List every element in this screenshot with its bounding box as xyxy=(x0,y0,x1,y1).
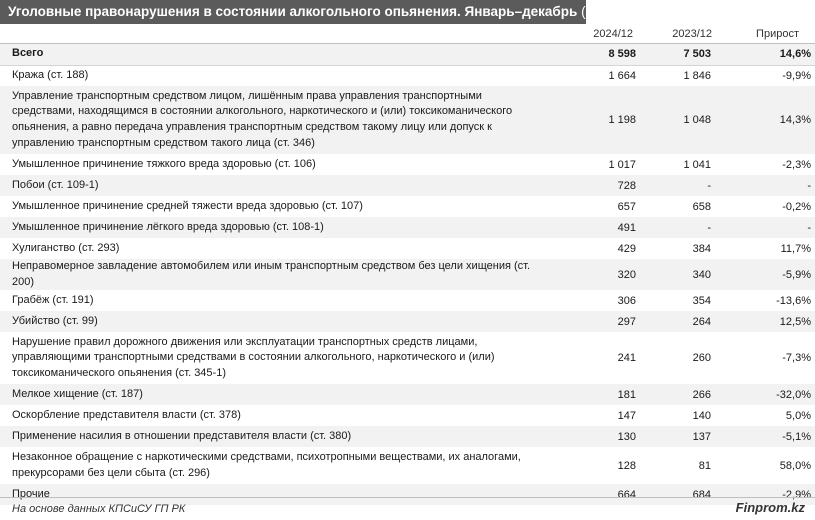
value-2024: 1 198 xyxy=(608,114,636,126)
table-row xyxy=(0,259,815,290)
value-growth: -5,9% xyxy=(782,268,811,281)
brand-logo: Finprom.kz xyxy=(735,500,805,515)
column-header-growth: Прирост xyxy=(756,28,799,40)
value-2023: - xyxy=(707,221,711,234)
table-row xyxy=(0,196,815,217)
value-growth: - xyxy=(807,179,811,192)
table-row xyxy=(0,175,815,196)
table-title xyxy=(0,0,609,24)
value-2024: 297 xyxy=(617,315,636,328)
value-growth: -5,1% xyxy=(782,430,811,443)
table-row xyxy=(0,426,815,447)
value-2024: 306 xyxy=(617,294,636,307)
row-name: Умышленное причинение средней тяжести вреда здоровью (ст. 107) xyxy=(12,199,363,212)
table-row xyxy=(0,238,815,259)
value-2024: 491 xyxy=(617,221,636,234)
value-growth: -2,9% xyxy=(782,488,811,501)
row-name: Прочие xyxy=(12,487,50,500)
value-2024: 128 xyxy=(617,459,636,472)
table-row xyxy=(0,332,815,384)
table-row xyxy=(0,290,815,311)
value-growth: 12,5% xyxy=(779,315,811,328)
title-unit: (ед.) xyxy=(581,4,609,19)
row-name: Мелкое хищение (ст. 187) xyxy=(12,387,143,400)
value-2023: 266 xyxy=(692,388,711,401)
table-row xyxy=(0,384,815,405)
value-2024: 181 xyxy=(617,388,636,401)
value-2024: 8 598 xyxy=(538,44,636,65)
value-2024: 1 664 xyxy=(608,69,636,82)
value-2023: 1 041 xyxy=(683,158,711,171)
footer-divider xyxy=(0,497,815,498)
row-name: Грабёж (ст. 191) xyxy=(12,293,94,306)
column-header-2023: 2023/12 xyxy=(672,28,712,40)
table-row xyxy=(0,86,815,154)
data-table xyxy=(0,44,815,505)
row-name: Нарушение правил дорожного движения или эксплуатации транспортных средств лицами, управляющими транспортными средствами в состоянии алкогольного, наркотического и (или) токсикоманического опьянения (ст. 345-1) xyxy=(12,335,495,379)
value-2023: 137 xyxy=(692,430,711,443)
value-2023: 140 xyxy=(692,409,711,422)
value-growth: -9,9% xyxy=(782,69,811,82)
value-2023: 7 503 xyxy=(636,44,711,65)
row-name: Кража (ст. 188) xyxy=(12,68,89,81)
table-row xyxy=(0,217,815,238)
value-2023: 260 xyxy=(692,352,711,365)
value-2024: 147 xyxy=(617,409,636,422)
value-2023: 1 048 xyxy=(683,114,711,126)
value-growth: 11,7% xyxy=(780,242,811,255)
value-2023: 264 xyxy=(692,315,711,328)
value-2023: 658 xyxy=(692,200,711,213)
value-growth: -7,3% xyxy=(782,352,811,365)
row-name: Управление транспортным средством лицом, лишённым права управления транспортными средствами, находящимся в состоянии алкогольного, наркотического и (или) токсикоманического опьянения, а равно передача управления транспортным средством такому лицу или допуск к управлению транспортным средством такого лица (ст. 346) xyxy=(12,89,513,149)
value-2023: 354 xyxy=(692,294,711,307)
value-growth: 14,3% xyxy=(779,114,811,126)
row-name: Всего xyxy=(0,44,538,65)
value-growth: -0,2% xyxy=(782,200,811,213)
value-2024: 429 xyxy=(617,242,636,255)
row-name: Хулиганство (ст. 293) xyxy=(12,241,120,254)
table-row-total xyxy=(0,44,815,65)
value-2023: 340 xyxy=(692,268,711,281)
value-growth: -32,0% xyxy=(776,388,811,401)
value-2024: 1 017 xyxy=(608,158,636,171)
table-row xyxy=(0,405,815,426)
row-name: Умышленное причинение тяжкого вреда здоровью (ст. 106) xyxy=(12,157,316,170)
row-name: Убийство (ст. 99) xyxy=(12,314,98,327)
value-growth: 5,0% xyxy=(785,409,811,422)
value-growth: - xyxy=(807,221,811,234)
value-2024: 728 xyxy=(617,179,636,192)
value-2024: 657 xyxy=(617,200,636,213)
column-header-2024: 2024/12 xyxy=(593,28,633,40)
value-2024: 320 xyxy=(617,268,636,281)
value-2024: 241 xyxy=(617,352,636,365)
row-name: Незаконное обращение с наркотическими средствами, психотропными веществами, их аналогами, прекурсорами без цели сбыта (ст. 296) xyxy=(12,451,521,479)
row-name: Оскорбление представителя власти (ст. 378) xyxy=(12,408,241,421)
row-name: Применение насилия в отношении представителя власти (ст. 380) xyxy=(12,429,352,442)
row-name: Умышленное причинение лёгкого вреда здоровью (ст. 108-1) xyxy=(12,220,324,233)
row-name: Неправомерное завладение автомобилем или иным транспортным средством без цели хищения (ст. 200) xyxy=(12,260,531,288)
value-growth: -2,3% xyxy=(782,158,811,171)
value-growth: 14,6% xyxy=(711,44,815,65)
table-row xyxy=(0,154,815,175)
value-2023: - xyxy=(707,179,711,192)
source-note: На основе данных КПСиСУ ГП РК xyxy=(12,503,186,515)
row-name: Побои (ст. 109-1) xyxy=(12,178,99,191)
value-2023: 684 xyxy=(692,488,711,501)
title-text: Уголовные правонарушения в состоянии алкогольного опьянения. Январь–декабрь xyxy=(8,4,578,19)
value-2023: 384 xyxy=(692,242,711,255)
table-row xyxy=(0,311,815,332)
column-header-row xyxy=(0,24,815,44)
value-growth: 58,0% xyxy=(779,459,811,472)
value-2023: 1 846 xyxy=(683,69,711,82)
table-row xyxy=(0,65,815,86)
value-2024: 130 xyxy=(617,430,636,443)
table-row xyxy=(0,447,815,484)
value-growth: -13,6% xyxy=(776,294,811,307)
value-2024: 664 xyxy=(617,488,636,501)
value-2023: 81 xyxy=(698,459,711,472)
